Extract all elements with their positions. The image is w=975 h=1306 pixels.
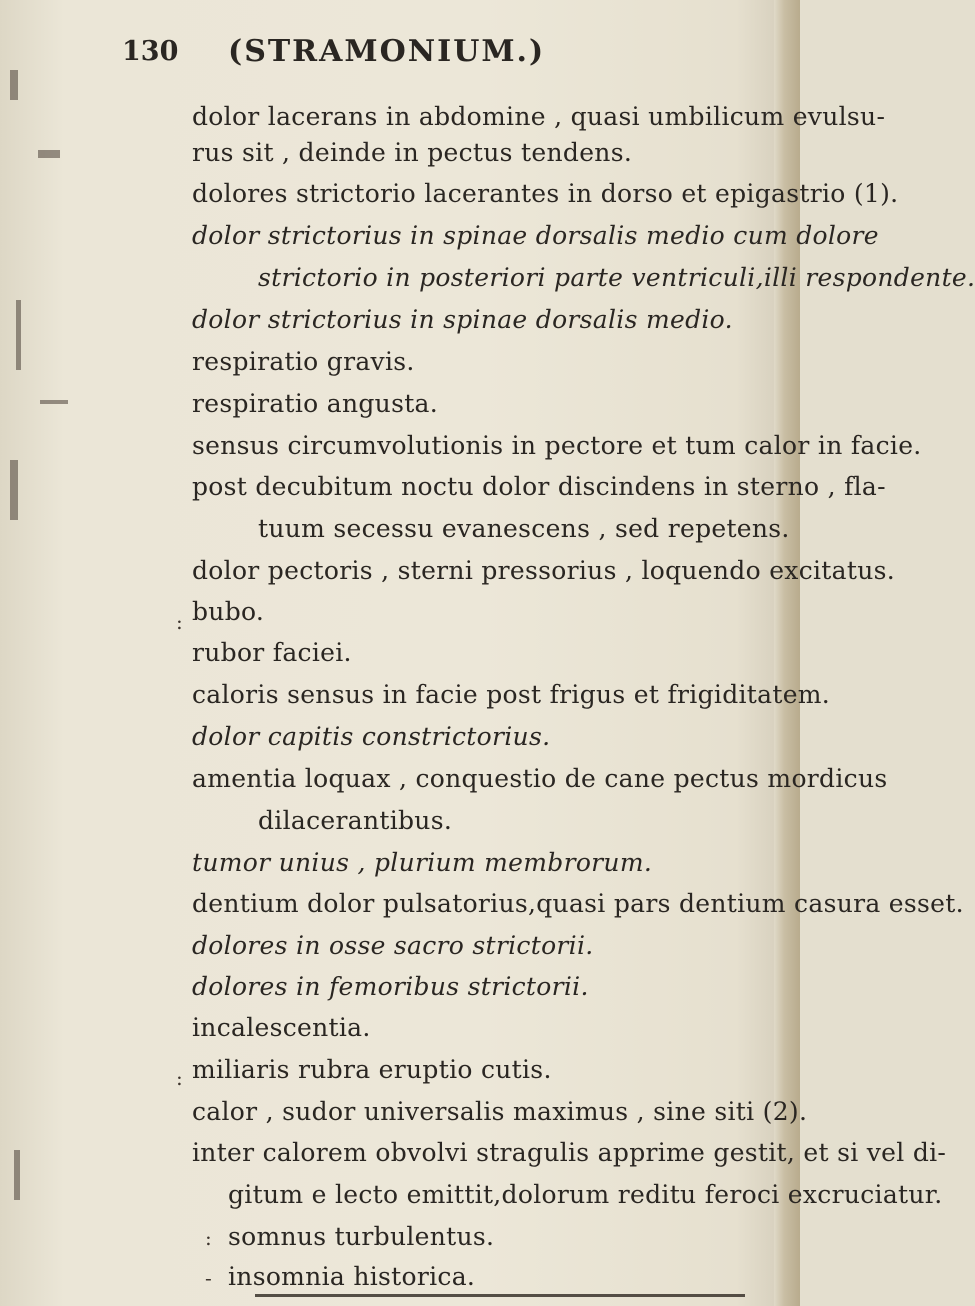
text-line: somnus turbulentus.: [228, 1222, 495, 1251]
text-line: respiratio gravis.: [192, 347, 415, 376]
text-line: post decubitum noctu dolor discindens in sterno , fla-: [192, 472, 886, 501]
text-line: strictorio in posteriori parte ventriculi,illi respondente.: [258, 263, 975, 292]
text-line: dolores strictorio lacerantes in dorso et epigastrio (1).: [192, 179, 899, 208]
text-line: caloris sensus in facie post frigus et frigiditatem.: [192, 680, 831, 709]
text-line: tumor unius , plurium membrorum.: [192, 848, 653, 877]
text-line: rubor faciei.: [192, 638, 352, 667]
text-line: dolores in femoribus strictorii.: [192, 972, 589, 1001]
margin-mark: :: [205, 1226, 212, 1250]
text-line: calor , sudor universalis maximus , sine siti (2).: [192, 1097, 808, 1126]
left-margin-bleed: [0, 0, 80, 1306]
margin-mark: :: [176, 1066, 183, 1090]
text-line: dolor strictorius in spinae dorsalis medio.: [192, 305, 733, 334]
text-line: dolor pectoris , sterni pressorius , loquendo excitatus.: [192, 556, 895, 585]
text-line: incalescentia.: [192, 1013, 371, 1042]
text-line: dolor strictorius in spinae dorsalis medio cum dolore: [192, 221, 879, 250]
text-line: tuum secessu evanescens , sed repetens.: [258, 514, 790, 543]
text-line: dolores in osse sacro strictorii.: [192, 931, 594, 960]
text-line: rus sit , deinde in pectus tendens.: [192, 138, 633, 167]
margin-mark: :: [176, 610, 183, 634]
page-number: 130: [122, 36, 179, 67]
text-line: dolor capitis constrictorius.: [192, 722, 551, 751]
text-line: gitum e lecto emittit,dolorum reditu feroci excruciatur.: [228, 1180, 943, 1209]
page-title: (STRAMONIUM.): [228, 34, 546, 69]
text-line: sensus circumvolutionis in pectore et tum calor in facie.: [192, 431, 922, 460]
text-line: dilacerantibus.: [258, 806, 453, 835]
footnote-rule: [255, 1294, 745, 1297]
text-line: dentium dolor pulsatorius,quasi pars dentium casura esset.: [192, 889, 964, 918]
text-line: bubo.: [192, 597, 265, 626]
text-line: respiratio angusta.: [192, 389, 439, 418]
text-line: dolor lacerans in abdomine , quasi umbilicum evulsu-: [192, 102, 886, 131]
text-line: insomnia historica.: [228, 1262, 476, 1291]
text-line: miliaris rubra eruptio cutis.: [192, 1055, 552, 1084]
text-line: amentia loquax , conquestio de cane pectus mordicus: [192, 764, 888, 793]
text-line: inter calorem obvolvi stragulis apprime gestit, et si vel di-: [192, 1138, 947, 1167]
margin-mark: -: [205, 1266, 212, 1290]
